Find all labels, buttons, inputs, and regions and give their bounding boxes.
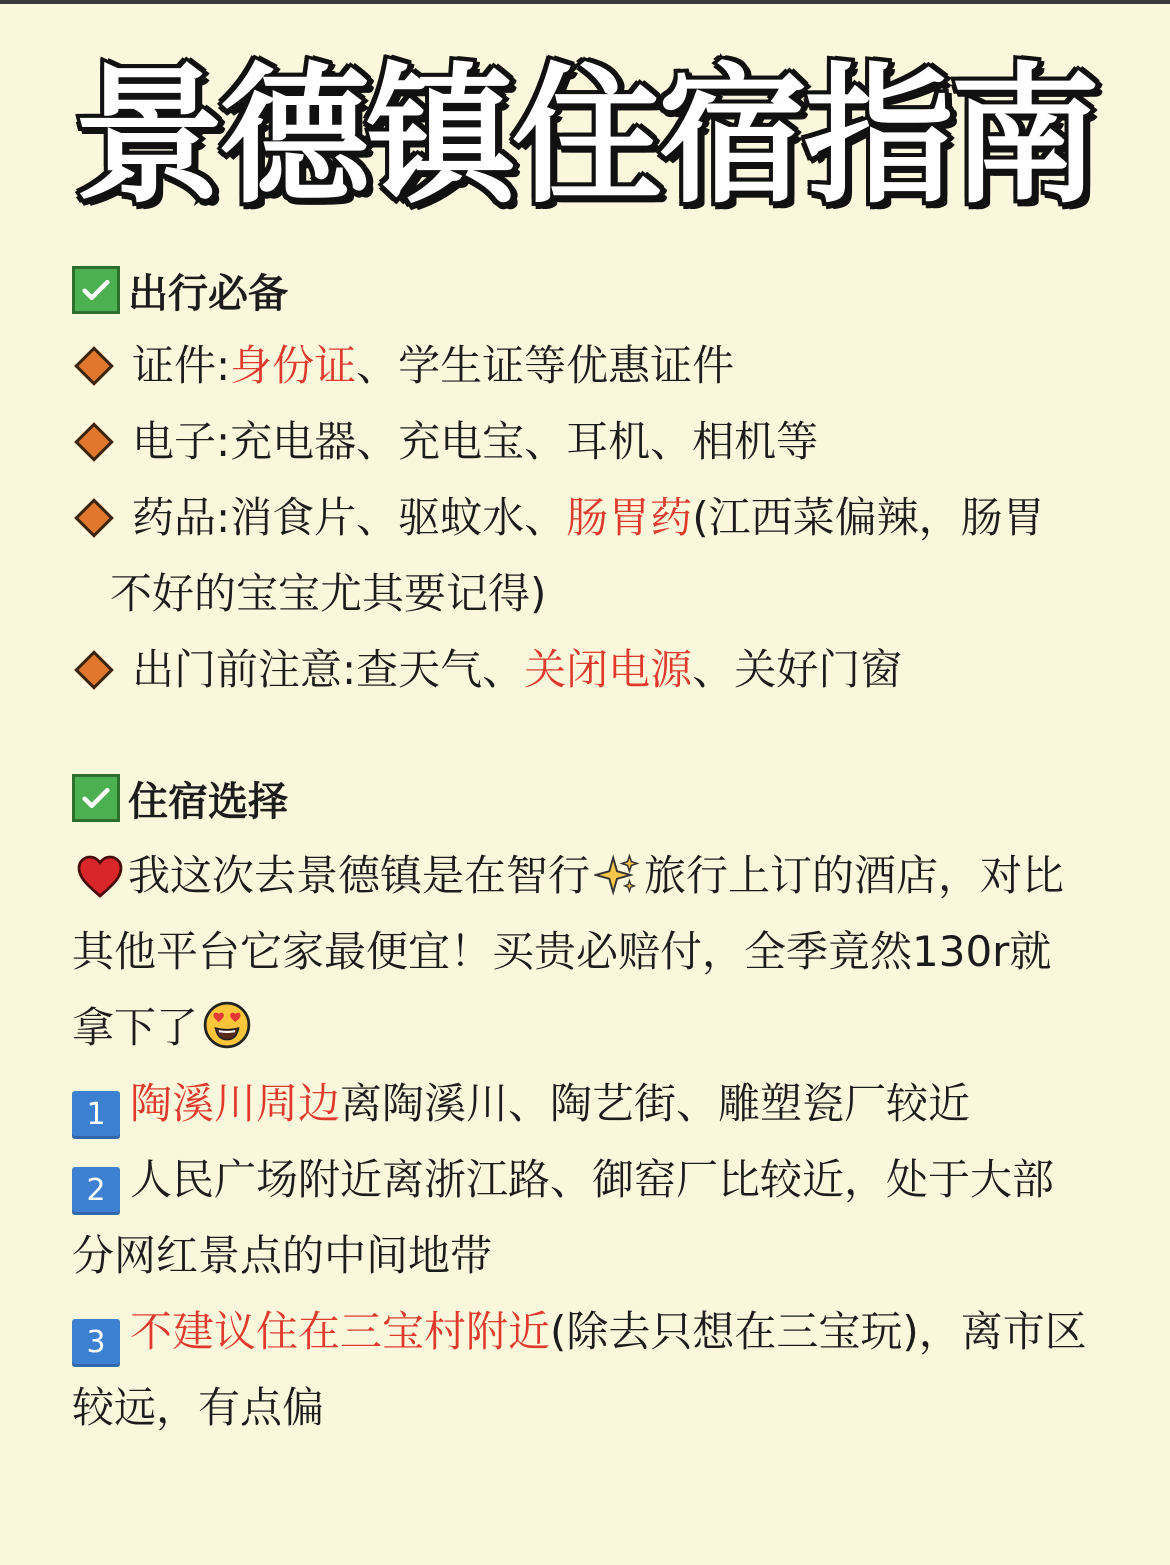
item-text: (江西菜偏辣，肠胃 bbox=[692, 493, 1045, 542]
highlight-text: 身份证 bbox=[230, 341, 357, 390]
section-title: 出行必备 bbox=[128, 270, 288, 317]
number-3-icon: 3 bbox=[72, 1319, 120, 1367]
intro-text-c: 拿下了 bbox=[72, 1003, 199, 1052]
highlight-text: 不建议住在三宝村附近 bbox=[130, 1307, 551, 1356]
option-item-2 bbox=[72, 1142, 1142, 1218]
item-text: 、关好门窗 bbox=[692, 645, 903, 694]
sparkles-icon bbox=[594, 852, 640, 898]
list-item-medicine-continued: 不好的宝宝尤其要记得) bbox=[110, 569, 547, 618]
item-label: 药品: bbox=[132, 493, 231, 542]
highlight-text: 肠胃药 bbox=[566, 493, 693, 542]
intro-line-3 bbox=[72, 990, 1142, 1066]
section-title: 住宿选择 bbox=[128, 778, 288, 825]
diamond-bullet-icon bbox=[72, 632, 116, 708]
checkmark-icon bbox=[72, 774, 120, 822]
section-heading-accommodation bbox=[72, 766, 1142, 830]
number-1-icon: 1 bbox=[72, 1091, 120, 1139]
page-title: 景德镇住宿指南 bbox=[73, 50, 1096, 224]
title-area bbox=[0, 52, 1170, 222]
intro-text-a: 我这次去景德镇是在智行 bbox=[128, 851, 591, 900]
option-item-3 bbox=[72, 1294, 1142, 1370]
item-label: 电子: bbox=[132, 417, 231, 466]
heart-icon bbox=[76, 854, 124, 898]
list-item-electronics bbox=[72, 404, 1142, 480]
content bbox=[72, 258, 1142, 1446]
section-heading-essentials bbox=[72, 258, 1142, 322]
item-label: 证件: bbox=[132, 341, 231, 390]
diamond-bullet-icon bbox=[72, 328, 116, 404]
intro-line-1 bbox=[72, 838, 1142, 914]
option-item-1 bbox=[72, 1066, 1142, 1142]
option-text: 离陶溪川、陶艺街、雕塑瓷厂较近 bbox=[340, 1079, 971, 1128]
item-label: 出门前注意: bbox=[132, 645, 357, 694]
number-2-icon: 2 bbox=[72, 1167, 120, 1215]
highlight-text: 关闭电源 bbox=[524, 645, 693, 694]
option-item-2-continued: 分网红景点的中间地带 bbox=[72, 1231, 493, 1280]
list-item-documents bbox=[72, 328, 1142, 404]
list-item-before-leaving bbox=[72, 632, 1142, 708]
highlight-text: 陶溪川周边 bbox=[130, 1079, 341, 1128]
item-text: 查天气、 bbox=[356, 645, 525, 694]
heart-eyes-emoji-icon bbox=[202, 1000, 252, 1050]
diamond-bullet-icon bbox=[72, 404, 116, 480]
checkmark-icon bbox=[72, 266, 120, 314]
item-text: 充电器、充电宝、耳机、相机等 bbox=[230, 417, 819, 466]
intro-text-b: 旅行上订的酒店，对比 bbox=[644, 851, 1065, 900]
top-border bbox=[0, 0, 1170, 4]
diamond-bullet-icon bbox=[72, 480, 116, 556]
intro-line-2: 其他平台它家最便宜！买贵必赔付，全季竟然130r就 bbox=[72, 927, 1052, 976]
option-text: (除去只想在三宝玩)，离市区 bbox=[550, 1307, 1087, 1356]
item-text: 消食片、驱蚊水、 bbox=[230, 493, 567, 542]
option-text: 人民广场附近离浙江路、御窑厂比较近，处于大部 bbox=[130, 1155, 1055, 1204]
item-text: 、学生证等优惠证件 bbox=[356, 341, 735, 390]
option-item-3-continued: 较远，有点偏 bbox=[72, 1383, 325, 1432]
list-item-medicine bbox=[72, 480, 1142, 556]
